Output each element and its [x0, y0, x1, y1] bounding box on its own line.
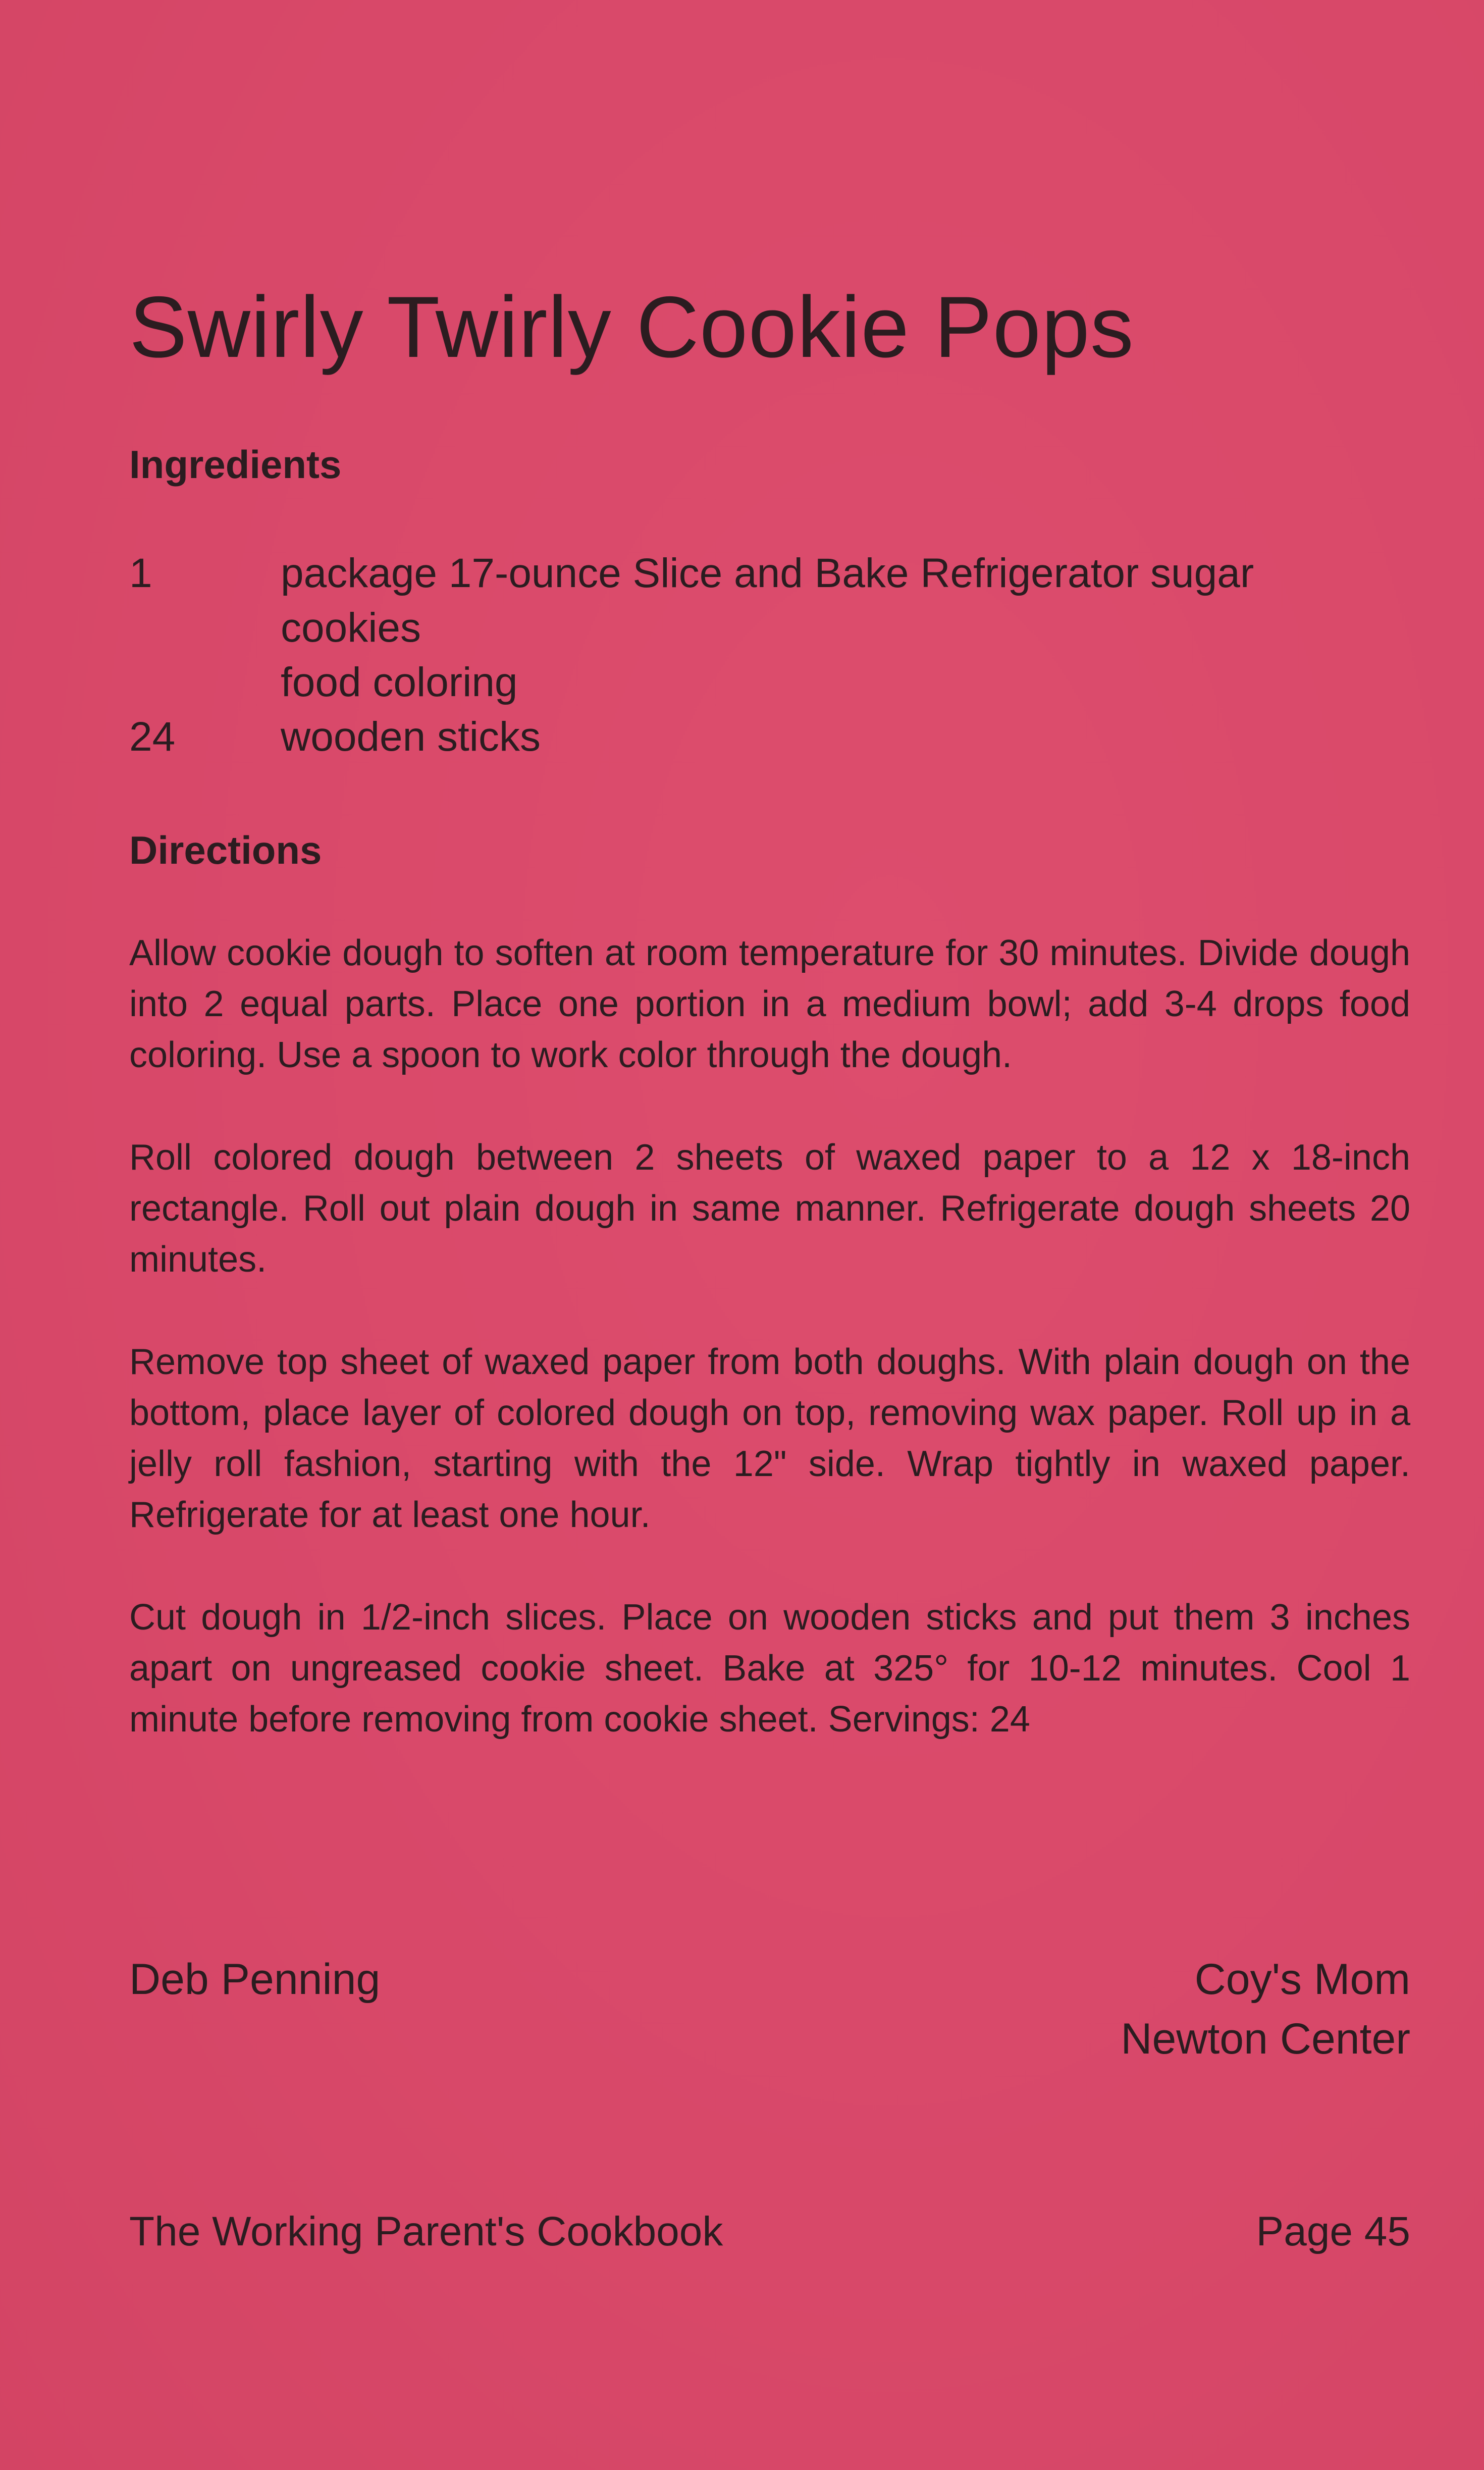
ingredient-line: package 17-ounce Slice and Bake Refrigerator sugar [281, 550, 1254, 596]
direction-step: Allow cookie dough to soften at room temperature for 30 minutes. Divide dough into 2 equal parts. Place one portion in a medium bowl; add 3-4 drops food coloring. Use a spoon to work color through the dough. [129, 933, 1410, 1075]
ingredient-line: cookies [281, 605, 421, 651]
direction-step: Roll colored dough between 2 sheets of waxed paper to a 12 x 18-inch rectangle. Roll out plain dough in same manner. Refrigerate dough sheets 20 minutes. [129, 1137, 1410, 1280]
ingredient-item [129, 710, 1411, 764]
directions-body [129, 928, 1410, 1745]
contributor-school: Newton Center [1121, 2015, 1410, 2063]
ingredient-item [129, 655, 1411, 710]
ingredient-description [281, 546, 1411, 655]
directions-heading: Directions [129, 828, 322, 872]
ingredient-quantity: 24 [129, 714, 176, 760]
page-number: Page 45 [1256, 2209, 1410, 2254]
ingredient-description: wooden sticks [281, 714, 541, 760]
direction-step: Remove top sheet of waxed paper from both doughs. With plain dough on the bottom, place layer of colored dough on top, removing wax paper. Roll up in a jelly roll fashion, starting with the 12" side. Wrap tightly in waxed paper. Refrigerate for at least one hour. [129, 1342, 1410, 1535]
ingredient-item [129, 546, 1411, 655]
recipe-title: Swirly Twirly Cookie Pops [129, 279, 1134, 376]
contributor-name: Deb Penning [129, 1955, 381, 2004]
contributor-details [1121, 1950, 1410, 2069]
direction-step: Cut dough in 1/2-inch slices. Place on wooden sticks and put them 3 inches apart on ungreased cookie sheet. Bake at 325° for 10-12 minutes. Cool 1 minute before removing from cookie sheet. Servings: 24 [129, 1597, 1410, 1740]
book-title: The Working Parent's Cookbook [129, 2209, 723, 2254]
ingredient-list [129, 546, 1411, 764]
ingredient-description: food coloring [281, 659, 518, 705]
ingredient-quantity: 1 [129, 550, 152, 596]
contributor-relation: Coy's Mom [1194, 1955, 1410, 2004]
ingredient-quantity [129, 655, 281, 710]
ingredients-heading: Ingredients [129, 442, 342, 487]
